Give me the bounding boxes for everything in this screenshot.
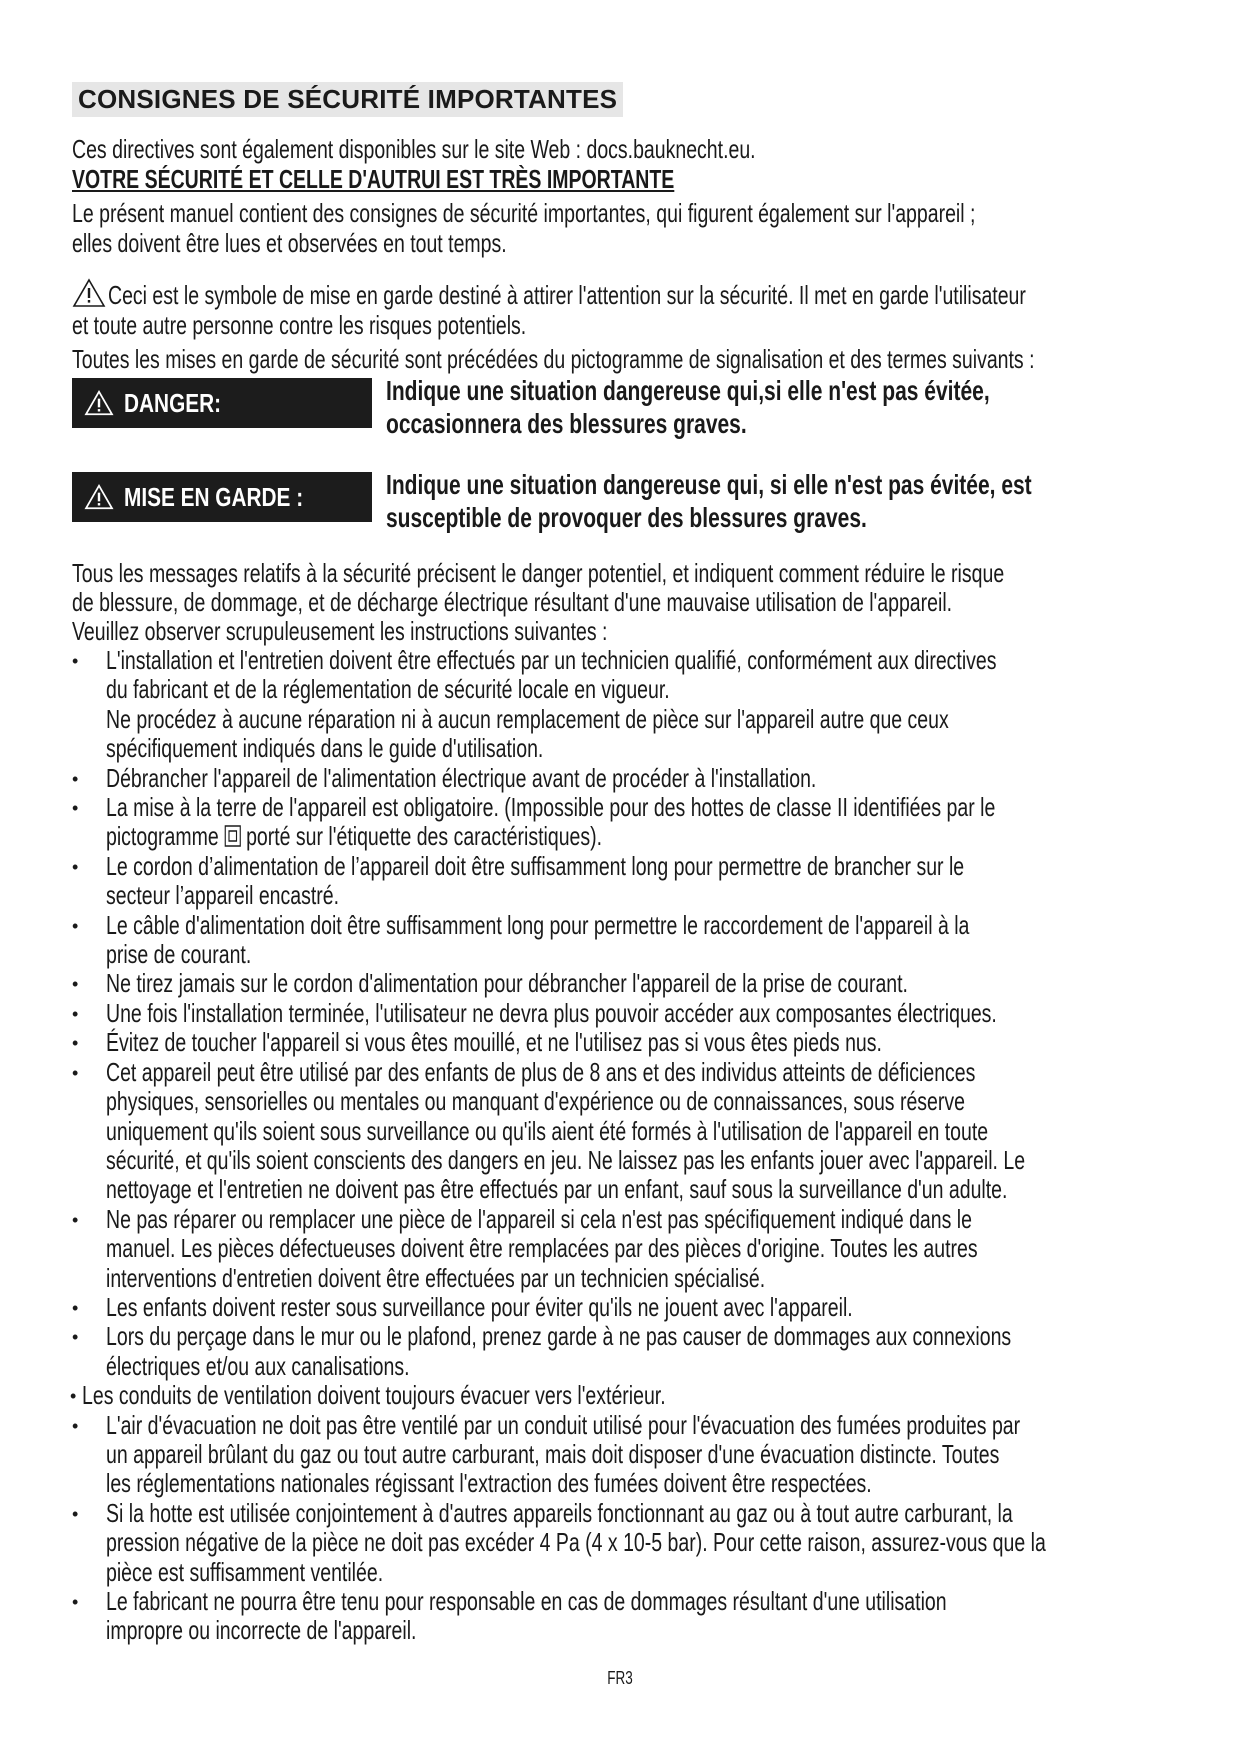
list-item bbox=[72, 1293, 1172, 1322]
symbol-text-2: et toute autre personne contre les risques potentiels. bbox=[72, 310, 527, 340]
list-item-line: • Une fois l'installation terminée, l'utilisateur ne devra plus pouvoir accéder aux composantes électriques. bbox=[106, 997, 997, 1028]
danger-line-2: occasionnera des blessures graves. bbox=[386, 408, 747, 439]
list-item-line: • Cet appareil peut être utilisé par des enfants de plus de 8 ans et des individus atteints de déficiences bbox=[106, 1056, 976, 1087]
caution-description bbox=[386, 468, 1032, 534]
list-item bbox=[72, 1028, 1172, 1057]
list-item-line: • La mise à la terre de l'appareil est obligatoire. (Impossible pour des hottes de classe II identifiées par le bbox=[106, 792, 996, 823]
danger-label-text: DANGER: bbox=[124, 387, 222, 418]
list-item-line: nettoyage et l'entretien ne doivent pas être effectués par un enfant, sauf sous la surveillance d'un adulte. bbox=[106, 1174, 1008, 1205]
section-title-wrap bbox=[72, 82, 623, 117]
danger-description bbox=[386, 374, 990, 440]
icon-text-before: pictogramme bbox=[106, 821, 219, 852]
list-item bbox=[72, 1499, 1172, 1587]
danger-row bbox=[72, 374, 1172, 438]
list-item-line bbox=[106, 822, 906, 851]
list-item bbox=[72, 999, 1172, 1028]
caution-label-text: MISE EN GARDE : bbox=[124, 481, 304, 512]
messages-text-2: de blessure, de dommage, et de décharge électrique résultant d'une mauvaise utilisation de l'appareil. bbox=[72, 587, 953, 617]
page-number bbox=[0, 1668, 1241, 1689]
list-item-line: prise de courant. bbox=[106, 939, 252, 970]
list-item-line: uniquement qu'ils soient sous surveillance ou qu'ils aient été formés à l'utilisation de l'appareil en toute bbox=[106, 1115, 989, 1146]
symbol-text-1: Ceci est le symbole de mise en garde destiné à attirer l'attention sur la sécurité. Il met en garde l'utilisateur bbox=[108, 280, 1026, 310]
list-item bbox=[72, 1411, 1172, 1499]
list-item bbox=[72, 1322, 1172, 1381]
preceded-text: Toutes les mises en garde de sécurité sont précédées du pictogramme de signalisation et des termes suivants : bbox=[72, 344, 1035, 374]
list-item-line: sécurité, et qu'ils soient conscients des dangers en jeu. Ne laissez pas les enfants jouer avec l'appareil. Le bbox=[106, 1144, 1026, 1175]
list-item-line: Ne procédez à aucune réparation ni à aucun remplacement de pièce sur l'appareil autre que ceux bbox=[106, 703, 949, 734]
list-item bbox=[72, 1587, 1172, 1646]
list-item bbox=[72, 793, 1172, 852]
warning-triangle-icon bbox=[84, 484, 114, 510]
list-item bbox=[72, 1205, 1172, 1293]
list-item-line: impropre ou incorrecte de l'appareil. bbox=[106, 1615, 417, 1646]
instructions-list bbox=[72, 646, 1172, 1646]
warning-triangle-icon bbox=[72, 278, 106, 308]
list-item-line: • Le cordon d’alimentation de l’appareil doit être suffisamment long pour permettre de brancher sur le bbox=[106, 850, 965, 881]
manual-text-2: elles doivent être lues et observées en tout temps. bbox=[72, 228, 507, 258]
list-item-line: un appareil brûlant du gaz ou tout autre carburant, mais doit disposer d'une évacuation distincte. Toutes bbox=[106, 1438, 1000, 1469]
list-item bbox=[72, 852, 1172, 911]
danger-line-1: Indique une situation dangereuse qui,si elle n'est pas évitée, bbox=[386, 375, 990, 406]
list-item-line: électriques et/ou aux canalisations. bbox=[106, 1350, 410, 1381]
list-item-line: spécifiquement indiqués dans le guide d'utilisation. bbox=[106, 733, 544, 764]
list-item-line: • Si la hotte est utilisée conjointement à d'autres appareils fonctionnant au gaz ou à tout autre carburant, la bbox=[106, 1497, 1013, 1528]
page-number-text: FR3 bbox=[607, 1668, 634, 1688]
list-item-line: • Lors du perçage dans le mur ou le plafond, prenez garde à ne pas causer de dommages aux connexions bbox=[106, 1321, 1012, 1352]
caution-line-2: susceptible de provoquer des blessures graves. bbox=[386, 502, 867, 533]
list-item-line: • Les enfants doivent rester sous surveillance pour éviter qu'ils ne jouent avec l'appareil. bbox=[106, 1291, 853, 1322]
list-item-line: interventions d'entretien doivent être effectuées par un technicien spécialisé. bbox=[106, 1262, 766, 1293]
section-title: CONSIGNES DE SÉCURITÉ IMPORTANTES bbox=[72, 82, 623, 117]
list-item-line: • L'installation et l'entretien doivent être effectués par un technicien qualifié, conformément aux directives bbox=[106, 645, 997, 675]
list-item bbox=[72, 911, 1172, 970]
list-item-line: secteur l’appareil encastré. bbox=[106, 880, 340, 911]
warning-symbol bbox=[72, 278, 106, 313]
list-item-line: • Le câble d'alimentation doit être suffisamment long pour permettre le raccordement de l'appareil à la bbox=[106, 909, 970, 940]
list-item-line: pièce est suffisamment ventilée. bbox=[106, 1556, 384, 1587]
subtitle: VOTRE SÉCURITÉ ET CELLE D'AUTRUI EST TRÈS IMPORTANTE bbox=[72, 164, 675, 194]
list-item-line: physiques, sensorielles ou mentales ou manquant d'expérience ou de connaissances, sous réserve bbox=[106, 1086, 965, 1117]
list-item-line: manuel. Les pièces défectueuses doivent être remplacées par des pièces d'origine. Toutes les autres bbox=[106, 1233, 978, 1264]
list-item-line: • Évitez de toucher l'appareil si vous êtes mouillé, et ne l'utilisez pas si vous êtes pieds nus. bbox=[106, 1027, 882, 1058]
list-item-line: • L'air d'évacuation ne doit pas être ventilé par un conduit utilisé pour l'évacuation des fumées produites par bbox=[106, 1409, 1021, 1440]
warning-triangle-icon bbox=[84, 390, 114, 416]
caution-line-1: Indique une situation dangereuse qui, si elle n'est pas évitée, est bbox=[386, 469, 1032, 500]
availability-text: Ces directives sont également disponibles sur le site Web : docs.bauknecht.eu. bbox=[72, 134, 756, 164]
list-item-line: • Ne pas réparer ou remplacer une pièce de l'appareil si cela n'est pas spécifiquement indiqué dans le bbox=[106, 1203, 972, 1234]
list-item bbox=[72, 646, 1172, 764]
manual-text-1: Le présent manuel contient des consignes de sécurité importantes, qui figurent également sur l'appareil ; bbox=[72, 198, 976, 228]
messages-text-3: Veuillez observer scrupuleusement les instructions suivantes : bbox=[72, 616, 608, 646]
caution-label bbox=[72, 472, 372, 522]
danger-label bbox=[72, 378, 372, 428]
caution-row bbox=[72, 468, 1172, 532]
list-item-line: • Ne tirez jamais sur le cordon d'alimentation pour débrancher l'appareil de la prise de courant. bbox=[106, 968, 908, 999]
list-item-line: • Débrancher l'appareil de l'alimentation électrique avant de procéder à l'installation. bbox=[106, 762, 817, 793]
icon-text-after: porté sur l'étiquette des caractéristiques). bbox=[246, 821, 603, 852]
list-item-line: les réglementations nationales régissant l'extraction des fumées doivent être respectées. bbox=[106, 1468, 872, 1499]
list-item-line: du fabricant et de la réglementation de sécurité locale en vigueur. bbox=[106, 674, 670, 705]
list-item bbox=[72, 1381, 1172, 1410]
list-item bbox=[72, 764, 1172, 793]
list-item-line: • Le fabricant ne pourra être tenu pour responsable en cas de dommages résultant d'une utilisation bbox=[106, 1586, 947, 1616]
messages-text-1: Tous les messages relatifs à la sécurité précisent le danger potentiel, et indiquent comment réduire le risque bbox=[72, 558, 1005, 588]
list-item bbox=[72, 1058, 1172, 1205]
list-item-line: pression négative de la pièce ne doit pas excéder 4 Pa (4 x 10-5 bar). Pour cette raison, assurez-vous que la bbox=[106, 1527, 1046, 1558]
list-item bbox=[72, 969, 1172, 998]
list-item-line: • Les conduits de ventilation doivent toujours évacuer vers l'extérieur. bbox=[82, 1380, 666, 1411]
double-square-icon bbox=[224, 825, 241, 847]
